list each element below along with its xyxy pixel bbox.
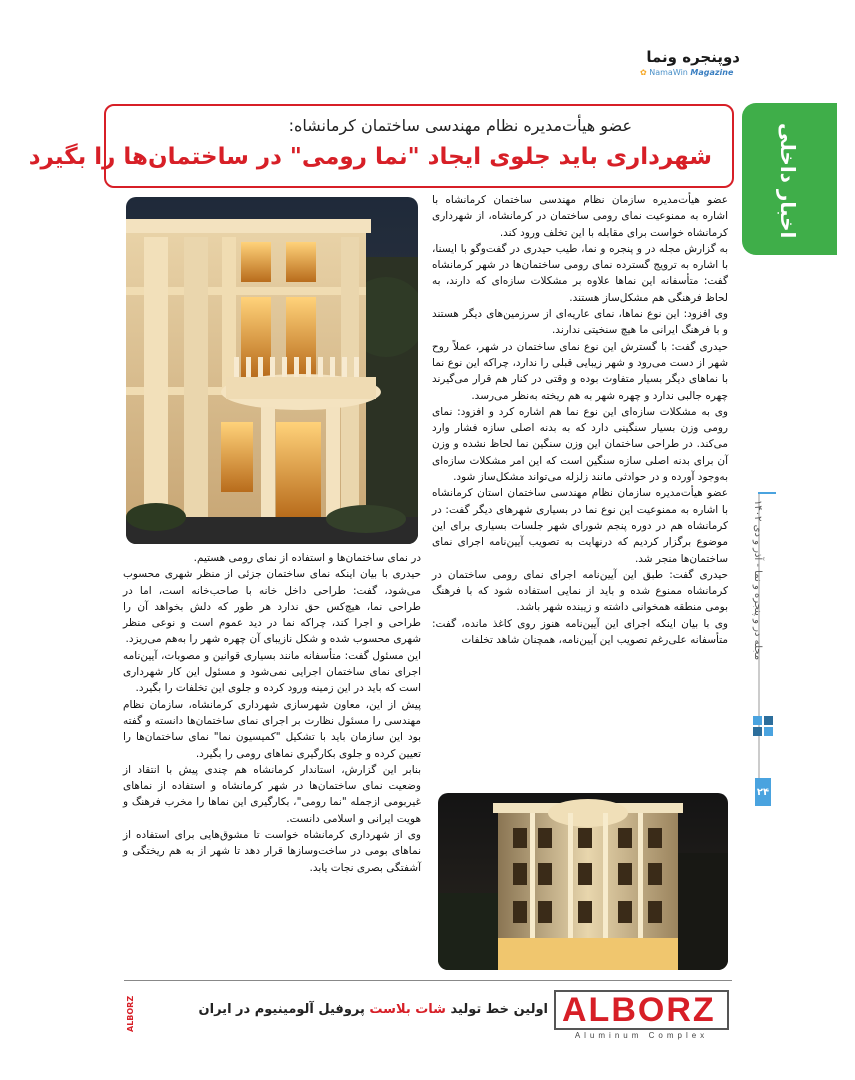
alborz-logo-sub: Aluminum Complex — [574, 1031, 709, 1040]
paragraph: عضو هیأت‌مدیره سازمان نظام مهندسی ساختمان استان کرمانشاه با اشاره به ممنوعیت این نوع نما در بسیاری شهرهای دیگر گفت: در کرمانشاه هم در دوره پنجم شورای شهر جلسات بسیاری برای این موضوع برگزار کردیم که درنهایت به تصویب آیین‌نامه اجرای نمای ساختمان‌ها منجر شد. — [432, 487, 728, 565]
section-tab — [742, 103, 837, 255]
issue-info: مجله در و پنجره و نما - آذر و دی ۱۴۰۲ — [752, 500, 763, 661]
side-rail-accent — [758, 492, 776, 494]
paragraph: پیش از این، معاون شهرسازی شهرداری کرمانشاه، سازمان نظام مهندسی را مسئول نظارت بر اجرای نمای ساختمان‌ها دانسته و گفته بود این سازمان باید با تشکیل "کمیسیون نما" نمای ساختمان‌ها را تعیین کرده و جلوی بکارگیری نماهای رومی را بگیرد. — [123, 698, 421, 760]
article-column-right — [432, 192, 728, 648]
article-headline: شهرداری باید جلوی ایجاد "نما رومی" در ساختمان‌ها را بگیرد — [28, 144, 712, 170]
ad-vertical-brand: ALBORZ — [126, 995, 135, 1032]
villa-photo — [126, 197, 418, 544]
headline-box — [28, 104, 734, 188]
brand-name: دوپنجره ونما — [646, 48, 740, 66]
magazine-logo — [640, 48, 740, 88]
ad-divider — [124, 980, 732, 981]
brand-magazine: Magazine — [690, 68, 734, 77]
paragraph: حیدری با بیان اینکه نمای ساختمان جزئی از منظر شهری محسوب می‌شود، گفت: طراحی داخل خانه با صاحب‌خانه است، اما در طراحی نما، هیچ‌کس حق ندارد هر طور که دلش بخواهد آن را طراحی و اجرا کند، چراکه نما در دید عموم است و نوعی منظر شهری محسوب شده و شکل نازیبای آن چهره شهر را به‌هم می‌ریزد. — [123, 568, 421, 646]
paragraph: در نمای ساختمان‌ها و استفاده از نمای رومی هستیم. — [193, 552, 421, 564]
building-photo — [438, 793, 728, 970]
ad-tagline — [168, 1002, 548, 1017]
ad-tagline-end: پروفیل آلومینیوم در ایران — [198, 1002, 365, 1017]
alborz-logo — [554, 990, 729, 1038]
section-tab-label: اخبار داخلی — [776, 123, 800, 239]
paragraph: وی افزود: این نوع نماها، نمای عاریه‌ای از سرزمین‌های دیگر هستند و با فرهنگ ایرانی ما هیچ سنخیتی ندارند. — [432, 308, 728, 337]
window-icon — [752, 715, 774, 737]
article-column-left — [123, 550, 421, 876]
paragraph: حیدری گفت: طبق این آیین‌نامه اجرای نمای رومی ساختمان در کرمانشاه ممنوع شده و باید از نمایی استفاده شود که با فرهنگ بومی منطقه همخوانی داشته و زیبنده شهر باشد. — [432, 568, 728, 614]
brand-leaf-icon: ✿ — [640, 68, 647, 77]
building-illustration — [438, 793, 728, 970]
paragraph: وی به مشکلات سازه‌ای این نوع نما هم اشاره کرد و افزود: نمای رومی وزن بسیار سنگینی دارد که به بدنه اصلی سازه فشار وارد می‌کند. در طراحی ساختمان این وزن سنگین نما لحاظ نشده و وزن آن برای بدنه اصلی سازه سنگین است که این امر مشکلات سازه‌ای به‌وجود آورده و در حوادثی مانند زلزله می‌تواند مشکل‌ساز شود. — [432, 405, 728, 484]
alborz-logo-text: ALBORZ — [554, 990, 729, 1030]
villa-illustration — [126, 197, 418, 544]
paragraph: حیدری گفت: با گسترش این نوع نمای ساختمان در شهر، عملاً روح شهر از دست می‌رود و شهر زیبایی قبلی را ندارد، چراکه این نوع نما با نماهای دیگر بسیار متفاوت بوده و وقتی در کنار هم قرار می‌گیرند چهره جالبی ندارد و چهره شهر به هم ریخته به‌نظر می‌رسد. — [432, 340, 728, 402]
page-number: ۲۴ — [755, 778, 771, 806]
brand-latin: NamaWin — [649, 68, 688, 77]
brand-subtitle — [640, 68, 740, 77]
paragraph: وی از شهرداری کرمانشاه خواست تا مشوق‌هایی برای استفاده از نماهای بومی در ساخت‌وسازها قرار دهد تا شهر از به هم ریختگی و آشفتگی بصری نجات یابد. — [123, 829, 421, 874]
ad-tagline-start: اولین خط تولید — [450, 1002, 548, 1017]
paragraph: این مسئول گفت: متأسفانه مانند بسیاری قوانین و مصوبات، آیین‌نامه اجرای نمای ساختمان اجرایی نمی‌شود و مسئول این کار شهرداری است که باید در این زمینه ورود کرده و جلوی این تخلفات را بگیرد. — [123, 649, 421, 695]
paragraph: به گزارش مجله در و پنجره و نما، طیب حیدری در گفت‌وگو با ایسنا، با اشاره به ترویج گسترده نمای رومی ساختمان‌ها در شهر کرمانشاه گفت: متأسفانه این نماها علاوه بر مشکلات سازه‌ای که دارند، به لحاظ فرهنگی هم مشکل‌ساز هستند. — [432, 242, 728, 304]
paragraph: بنابر این گزارش، استاندار کرمانشاه هم چندی پیش با انتقاد از وضعیت نمای ساختمان‌ها در شهر کرمانشاه و استفاده از نماهای غیربومی ازجمله "نما رومی"، بکارگیری این نماها را مخرب فرهنگ و هویت ایرانی و اسلامی دانست. — [123, 763, 421, 825]
paragraph: عضو هیأت‌مدیره سازمان نظام مهندسی ساختمان کرمانشاه با اشاره به ممنوعیت نمای رومی ساختمان در کرمانشاه، از شهرداری کرمانشاه خواست برای مقابله با این تخلف ورود کند. — [432, 194, 728, 239]
ad-tagline-highlight: شات بلاست — [369, 1002, 446, 1017]
paragraph: وی با بیان اینکه اجرای این آیین‌نامه هنوز روی کاغذ مانده، گفت: متأسفانه علی‌رغم تصویب این آیین‌نامه، همچنان شاهد تخلفات — [432, 617, 728, 647]
article-kicker: عضو هیأت‌مدیره نظام مهندسی ساختمان کرمانشاه: — [288, 116, 632, 135]
